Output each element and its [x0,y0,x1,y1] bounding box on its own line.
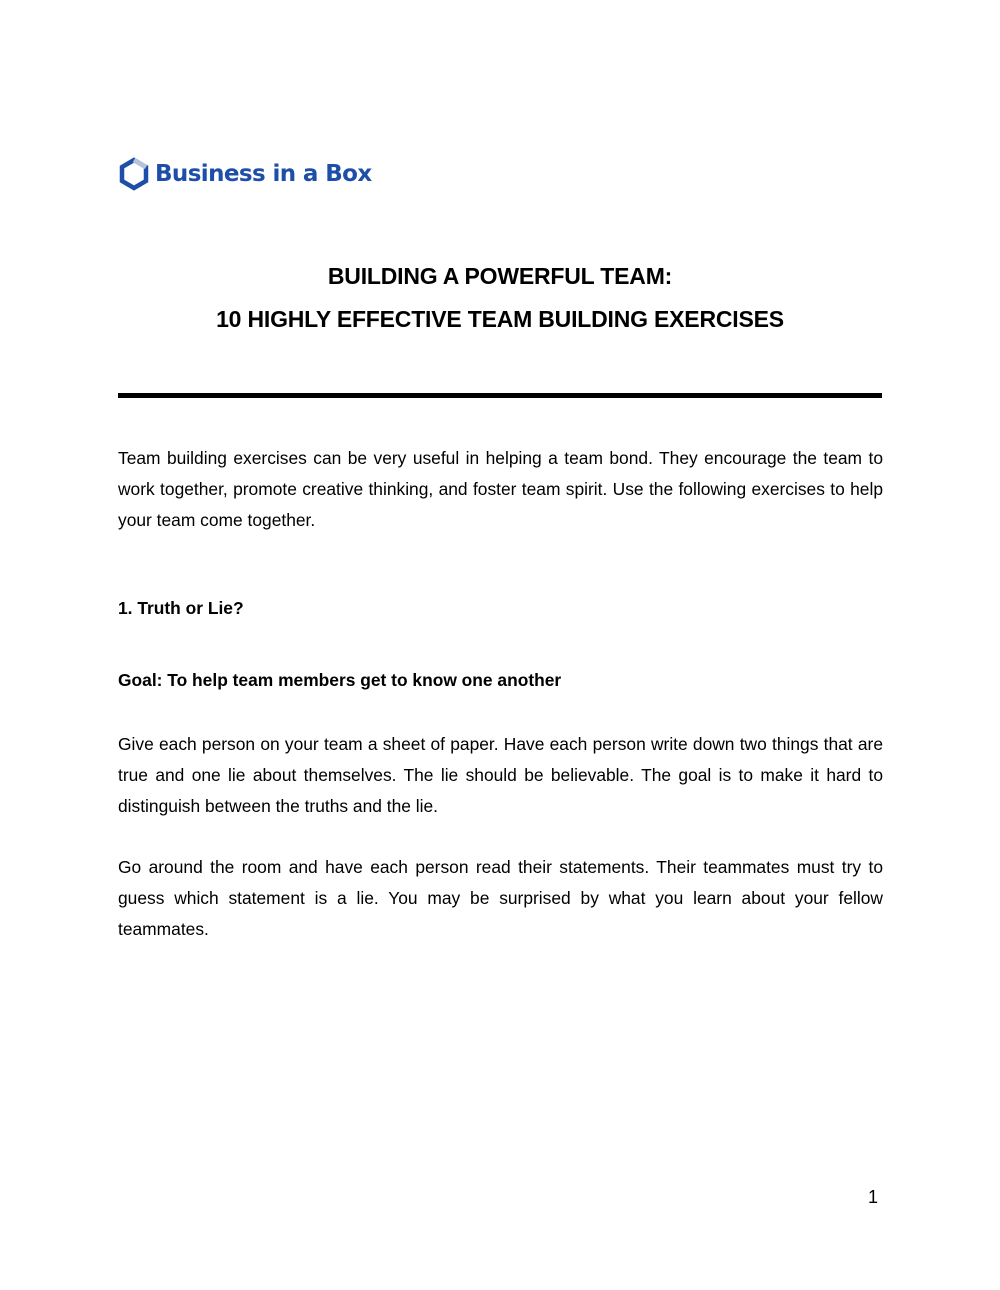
document-title-line-1: BUILDING A POWERFUL TEAM: [327,263,673,289]
exercise-goal: Goal: To help team members get to know one another [118,670,562,690]
document-title-line-2: 10 HIGHLY EFFECTIVE TEAM BUILDING EXERCISES [216,306,784,332]
brand-name: Business in a Box [155,161,372,187]
exercise-heading: 1. Truth or Lie? [118,598,244,618]
brand-logo [119,157,372,191]
title-divider [118,393,882,398]
intro-paragraph: Team building exercises can be very useful in helping a team bond. They encourage the team to work together, promote creative thinking, and foster team spirit. Use the following exercises to help your team come together. [118,448,883,530]
exercise-paragraph: Give each person on your team a sheet of paper. Have each person write down two things that are true and one lie about themselves. The lie should be believable. The goal is to make it hard to distinguish between the truths and the lie. [118,734,883,816]
exercise-paragraph: Go around the room and have each person read their statements. Their teammates must try to guess which statement is a lie. You may be surprised by what you learn about your fellow teammates. [118,857,883,939]
hexagon-logo-icon [119,157,149,191]
page-number: 1 [868,1187,879,1207]
